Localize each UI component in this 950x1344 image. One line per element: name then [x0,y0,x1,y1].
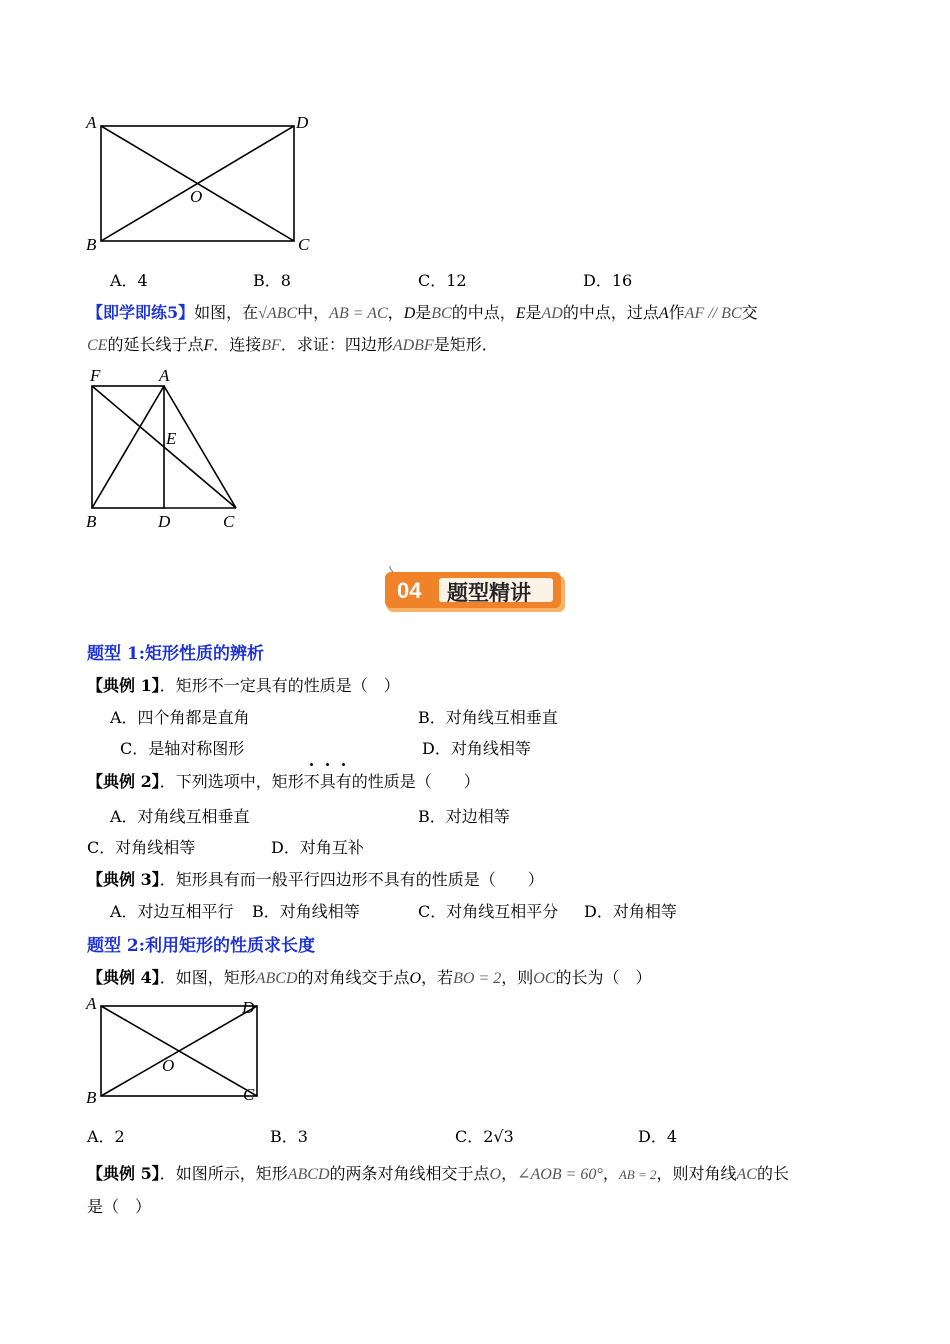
ex2-option-d: D．对角互补 [271,838,364,857]
text: 的中点，过点 [562,303,659,322]
text: 作 [668,303,685,322]
ex5-tag: 【典例 5】 [87,1164,160,1183]
ex3-option-c: C．对角线互相平分 [418,902,559,921]
vertex-label-C: C [243,1085,255,1104]
text: 是 [415,303,432,322]
vertex-label-E: E [166,429,177,448]
text: 的长为（ ） [555,968,652,987]
math: E [515,305,526,322]
option-a: A．4 [110,271,148,290]
ex3-option-a: A．对边互相平行 [110,902,234,921]
ex1-option-b: B．对角线互相垂直 [418,708,558,727]
ex2-option-b: B．对边相等 [418,807,510,826]
emphasis-char: 有 [335,772,352,791]
vertex-label-F: F [90,366,101,385]
text: 中， [297,303,330,322]
vertex-label-B: B [86,235,97,254]
vertex-label-D: D [296,113,309,132]
emphasis-char: 不 [303,772,320,791]
figure-rectangle-2 [80,994,280,1110]
math: ∠AOB = 60° [517,1166,603,1183]
ex2-tag: 【典例 2】 [87,772,160,791]
text: 的两条对角线相交于点 [329,1164,490,1183]
ex4-option-a: A．2 [87,1127,125,1146]
vertex-label-A: A [86,113,97,132]
ex1-tag: 【典例 1】 [87,676,160,695]
text: ．矩形具有而一般平行四边形不具有的性质是（ ） [159,870,544,889]
math: ABCD [255,970,298,987]
badge-title: 题型精讲 [447,581,531,605]
text: ， [602,1164,619,1183]
text: ．矩形不一定具有的性质是（ ） [159,676,400,695]
ex4-stem [87,965,652,988]
ex4-option-c: C．2√3 [455,1127,514,1146]
vertex-label-D: D [242,998,255,1017]
math: BC [431,305,452,322]
text: ．如图所示，矩形 [159,1164,288,1183]
ex1-option-a: A．四个角都是直角 [110,708,250,727]
type1-title: 题型 1:矩形性质的辨析 [87,644,265,664]
text: 的长 [756,1164,789,1183]
badge-number: 04 [397,578,422,603]
ex2-option-a: A．对角线互相垂直 [110,807,250,826]
ex2-option-c: C．对角线相等 [87,838,196,857]
math: D [403,305,416,322]
text: ．下列选项中，矩形 [159,772,304,791]
ex4-tag: 【典例 4】 [87,968,160,987]
text: ， [501,1164,518,1183]
practice5-tag: 【即学即练5】 [87,303,195,322]
text: 的中点， [451,303,516,322]
ex5-stem [87,1161,789,1184]
math: O [489,1166,502,1183]
math: F [203,337,214,354]
vertex-label-A: A [159,366,170,385]
ex1-option-d: D．对角线相等 [422,739,531,758]
ex3-option-d: D．对角相等 [584,902,677,921]
type2-title: 题型 2:利用矩形的性质求长度 [87,936,316,956]
math: OC [533,970,556,987]
ex1-option-c: C．是轴对称图形 [120,739,245,758]
vertex-label-C: C [298,235,310,254]
text: ，则 [501,968,534,987]
text: ，若 [421,968,454,987]
math: √ABC [258,305,298,322]
ex3-stem [87,867,544,890]
vertex-label-C: C [223,512,235,531]
center-label-O: O [190,187,203,206]
math: AF // BC [684,305,742,322]
figure-rectangle-1 [80,108,320,258]
option-d: D．16 [583,271,633,290]
math: AC [736,1166,757,1183]
math: BO = 2 [453,970,502,987]
vertex-label-B: B [86,1088,97,1107]
math: AD [541,305,563,322]
text: ，则对角线 [656,1164,737,1183]
math: ADBF [392,337,434,354]
text: 的对角线交于点 [297,968,410,987]
text: 的延长线于点 [107,335,204,354]
text: ．如图，矩形 [159,968,256,987]
math: CE [87,337,108,354]
text: 交 [741,303,758,322]
center-label-O: O [162,1056,175,1075]
section-badge [385,566,567,614]
ex5-stem-line2: 是（ ） [87,1197,152,1216]
option-c: C．12 [418,271,467,290]
math: A [658,305,669,322]
ex4-option-d: D．4 [638,1127,678,1146]
text: 是矩形． [433,335,498,354]
math: AB = 2 [618,1167,657,1182]
vertex-label-B: B [86,512,97,531]
vertex-label-D: D [158,512,171,531]
text: 是 [525,303,542,322]
vertex-label-A: A [86,994,97,1013]
text: ．连接 [213,335,262,354]
math: AB = AC [329,305,388,322]
practice5-line1 [87,300,758,323]
figure-triangle [80,362,250,534]
option-b: B．8 [253,271,291,290]
emphasis-char: 具 [319,772,336,791]
text: ．求证：四边形 [280,335,393,354]
text: ， [387,303,404,322]
ex4-option-b: B．3 [270,1127,308,1146]
ex3-tag: 【典例 3】 [87,870,160,889]
practice5-line2 [87,332,498,355]
ex2-stem [87,769,480,792]
ex3-option-b: B．对角线相等 [252,902,360,921]
text: 的性质是（ ） [351,772,480,791]
math: O [409,970,422,987]
math: BF [261,337,281,354]
ex1-stem [87,673,400,696]
math: ABCD [287,1166,330,1183]
text: 如图，在 [194,303,259,322]
